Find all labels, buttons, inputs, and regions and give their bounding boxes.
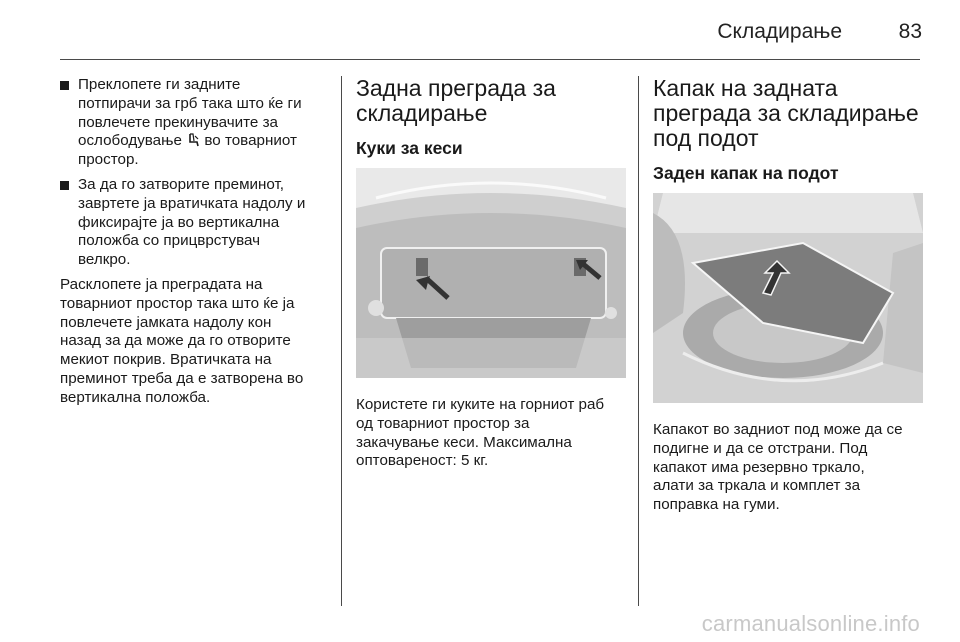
watermark: carmanualsonline.info — [701, 611, 920, 636]
text-line: назад за да може да го отворите — [60, 332, 291, 350]
text-line: вертикална положба. — [60, 388, 211, 406]
text-line: алати за тркала и комплет за — [653, 477, 861, 495]
page-number: 83 — [898, 20, 922, 43]
text-line: повлечете прекинувачите за — [78, 113, 278, 131]
subsection-heading: Куки за кеси — [356, 138, 463, 158]
text-line: мекиот покрив. Вратичката на — [60, 351, 272, 369]
text-line: подигне и да се отстрани. Под — [653, 439, 868, 457]
text-line: завртете ја вратичката надолу и — [78, 194, 306, 212]
section-heading — [653, 76, 923, 151]
text-line: повлечете јамката надолу кон — [60, 313, 272, 331]
text-line: преминот треба да е затворена во — [60, 369, 304, 387]
text-line: Преклопете ги задните — [78, 76, 241, 93]
text-line: Капакот во задниот под може да се — [653, 421, 903, 438]
text-line: Користете ги куките на горниот раб — [356, 396, 605, 413]
heading-line: преграда за складирање — [653, 100, 919, 126]
text-line: фиксирајте ја во вертикална — [78, 213, 280, 231]
bullet-square-icon — [60, 81, 69, 90]
text-line: велкро. — [78, 251, 131, 269]
text-line: капакот има резервно тркало, — [653, 458, 865, 476]
text-line: оптовареност: 5 кг. — [356, 452, 489, 470]
column-1 — [60, 76, 330, 408]
column-divider-right — [638, 76, 639, 606]
floor-cover-photo — [653, 193, 923, 403]
section-heading — [356, 76, 626, 126]
body-paragraph — [60, 276, 330, 408]
heading-line: Задна преграда за — [356, 75, 556, 101]
text-line: поправка на гуми. — [653, 496, 780, 514]
bullet-square-icon — [60, 181, 69, 190]
text-line: товарниот простор така што ќе ја — [60, 294, 295, 312]
text-line: Расклопете ја преградата на — [60, 275, 263, 293]
seat-release-icon — [186, 133, 200, 147]
trunk-bag-hooks-photo — [356, 168, 626, 378]
text-line: во товарниот — [204, 132, 297, 150]
text-line: од товарниот простор за — [356, 414, 530, 432]
heading-line: Капак на задната — [653, 75, 838, 101]
section-title: Складирање — [717, 20, 842, 43]
figure-caption — [653, 421, 923, 515]
column-3 — [653, 76, 923, 515]
figure-caption — [356, 396, 626, 471]
heading-line: под подот — [653, 125, 759, 151]
text-line: ослободување — [78, 132, 182, 150]
column-divider-left — [341, 76, 342, 606]
text-line: положба со прицврстувач — [78, 232, 261, 250]
text-line: потпирачи за грб така што ќе ги — [78, 94, 302, 112]
heading-line: складирање — [356, 100, 488, 126]
text-line: закачување кеси. Максимална — [356, 433, 572, 451]
bullet-item-fold-seats — [60, 76, 330, 170]
header-divider — [60, 59, 920, 60]
bullet-item-close-passage — [60, 176, 330, 270]
column-2 — [356, 76, 626, 471]
text-line: За да го затворите преминот, — [78, 175, 285, 193]
subsection-heading: Заден капак на подот — [653, 163, 839, 183]
text-line: простор. — [78, 151, 139, 169]
